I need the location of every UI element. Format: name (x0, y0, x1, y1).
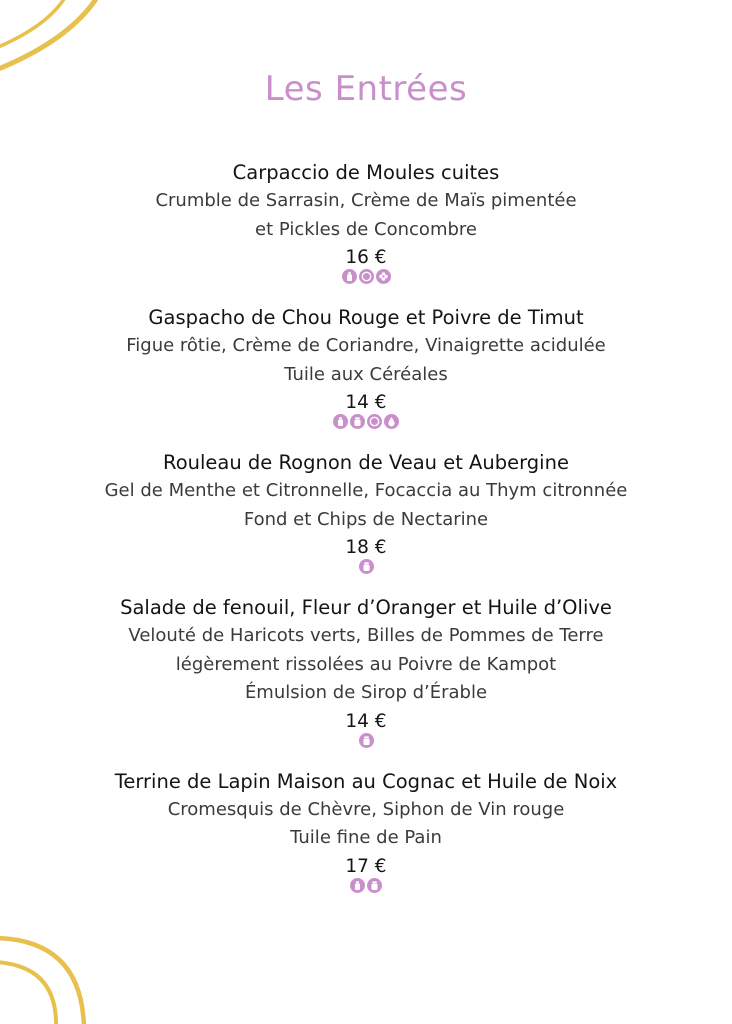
jar-icon (359, 559, 374, 574)
dish-description-line: et Pickles de Concombre (255, 218, 477, 240)
allergen-icons (0, 269, 732, 285)
dish-description-line: Gel de Menthe et Citronnelle, Focaccia au Thym citronnée (104, 480, 628, 501)
bottle-icon (342, 269, 357, 284)
dish-price: 16 € (345, 247, 387, 268)
dish-name: Terrine de Lapin Maison au Cognac et Huile de Noix (114, 769, 618, 793)
dish-item (0, 767, 732, 894)
dish-description-line: Cromesquis de Chèvre, Siphon de Vin rouge (167, 798, 565, 820)
dish-description-line: Émulsion de Sirop d’Érable (244, 682, 488, 703)
circle-icon (359, 269, 374, 284)
jar-icon (350, 414, 365, 429)
dish-price: 18 € (345, 537, 387, 558)
flower-icon (376, 269, 391, 284)
allergen-icons (0, 878, 732, 894)
jar-icon (367, 878, 382, 893)
dish-description-line: Figue rôtie, Crème de Coriandre, Vinaigrette acidulée (126, 335, 606, 356)
dish-name: Carpaccio de Moules cuites (232, 161, 500, 184)
allergen-icons (0, 733, 732, 749)
dish-price: 17 € (345, 855, 387, 877)
dish-name: Salade de fenouil, Fleur d’Oranger et Huile d’Olive (120, 596, 612, 619)
dish-description-line: légèrement rissolées au Poivre de Kampot (175, 653, 557, 675)
page-title: Les Entrées (264, 68, 468, 109)
dish-item (0, 448, 732, 575)
dish-name: Gaspacho de Chou Rouge et Poivre de Timut (148, 306, 584, 329)
dish-price: 14 € (345, 392, 387, 413)
circle-icon (367, 414, 382, 429)
gold-arc-decoration-bottom (0, 924, 110, 1024)
dish-description-line: Velouté de Haricots verts, Billes de Pommes de Terre (128, 625, 604, 646)
dish-description-line: Tuile fine de Pain (290, 827, 442, 848)
allergen-icons (0, 559, 732, 575)
dish-description-line: Crumble de Sarrasin, Crème de Maïs pimentée (155, 190, 577, 211)
dish-price: 14 € (345, 710, 387, 732)
dish-name: Rouleau de Rognon de Veau et Aubergine (163, 451, 569, 474)
dish-description-line: Fond et Chips de Nectarine (243, 508, 489, 530)
bottle-icon (333, 414, 348, 429)
dish-list (0, 158, 732, 912)
dish-item (0, 593, 732, 749)
bottle-icon (350, 878, 365, 893)
dish-item (0, 158, 732, 285)
allergen-icons (0, 414, 732, 430)
jar-icon (359, 733, 374, 748)
dish-description-line: Tuile aux Céréales (284, 363, 448, 385)
dish-item (0, 303, 732, 430)
drop-icon (384, 414, 399, 429)
